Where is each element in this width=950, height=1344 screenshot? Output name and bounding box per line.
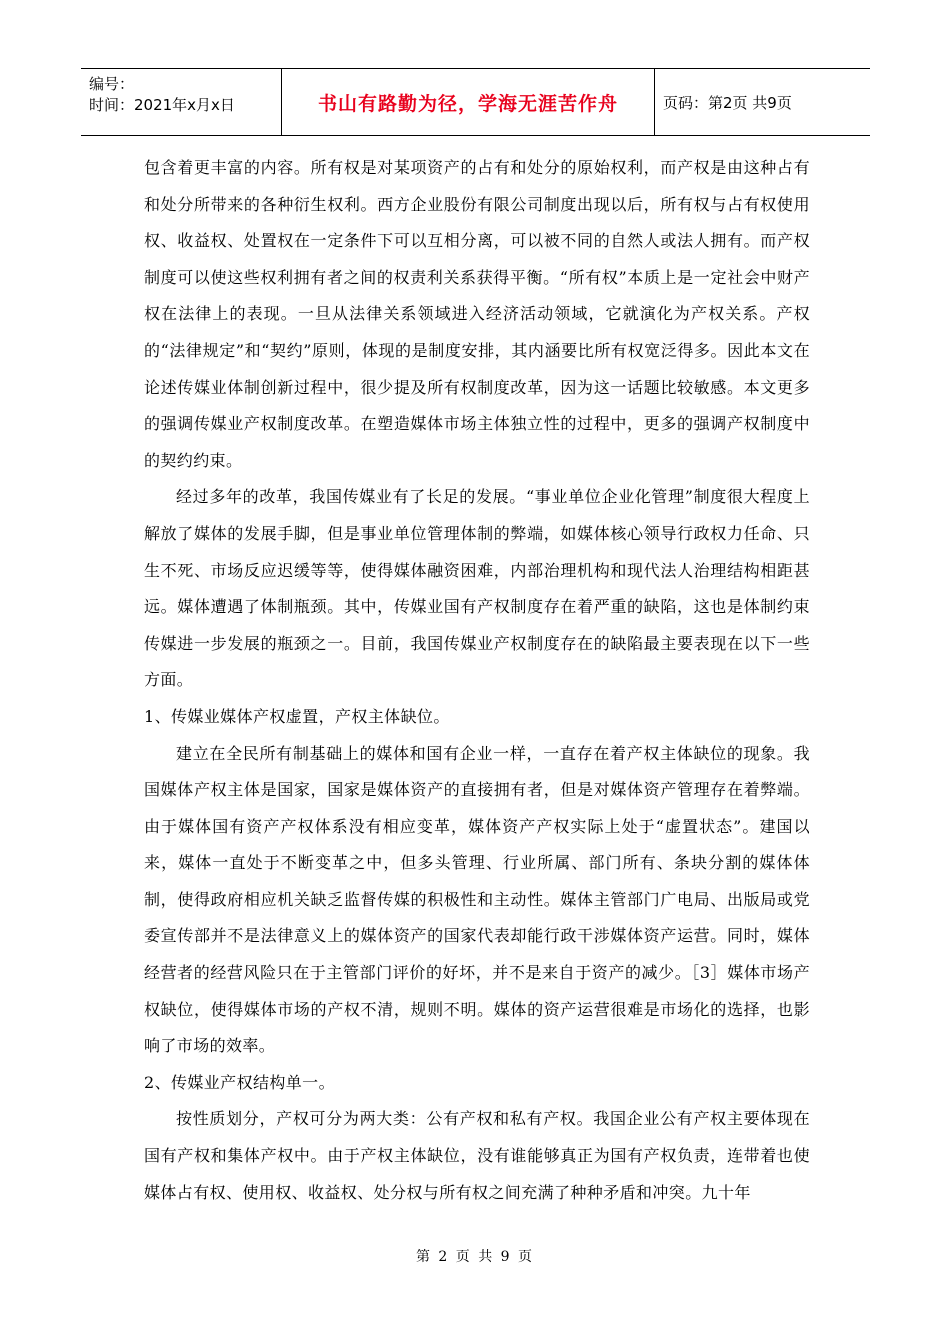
header-page-label: 页码：第2页 共9页 — [663, 93, 792, 112]
header-motto-cell — [282, 69, 655, 135]
paragraph: 经过多年的改革，我国传媒业有了长足的发展。“事业单位企业化管理”制度很大程度上解放了媒体的发展手脚，但是事业单位管理体制的弊端，如媒体核心领导行政权力任命、只生不死、市场反应迟缓等等，使得媒体融资困难，内部治理机构和现代法人治理结构相距甚远。媒体遭遇了体制瓶颈。其中，传媒业国有产权制度存在着严重的缺陷，这也是体制约束传媒进一步发展的瓶颈之一。目前，我国传媒业产权制度存在的缺陷最主要表现在以下一些方面。 — [144, 487, 810, 690]
header-motto: 书山有路勤为径，学海无涯苦作舟 — [317, 92, 618, 115]
header-meta — [81, 69, 282, 135]
paragraph: 按性质划分，产权可分为两大类：公有产权和私有产权。我国企业公有产权主要体现在国有产权和集体产权中。由于产权主体缺位，没有谁能够真正为国有产权负责，连带着也使媒体占有权、使用权、收益权、处分权与所有权之间充满了种种矛盾和冲突。九十年 — [144, 1109, 810, 1202]
page-header — [81, 68, 870, 136]
document-number-label: 编号： — [89, 75, 135, 93]
header-page-cell — [655, 69, 870, 135]
section-heading: 2、传媒业产权结构单一。 — [144, 1072, 335, 1092]
document-body — [144, 150, 810, 1211]
paragraph-continuation: 包含着更丰富的内容。所有权是对某项资产的占有和处分的原始权利，而产权是由这种占有和处分所带来的各种衍生权利。西方企业股份有限公司制度出现以后，所有权与占有权使用权、收益权、处置权在一定条件下可以互相分离，可以被不同的自然人或法人拥有。而产权制度可以使这些权利拥有者之间的权责利关系获得平衡。“所有权”本质上是一定社会中财产权在法律上的表现。一旦从法律关系领域进入经济活动领域，它就演化为产权关系。产权的“法律规定”和“契约”原则，体现的是制度安排，其内涵要比所有权宽泛得多。因此本文在论述传媒业体制创新过程中，很少提及所有权制度改革，因为这一话题比较敏感。本文更多的强调传媒业产权制度改革。在塑造媒体市场主体独立性的过程中，更多的强调产权制度中的契约约束。 — [144, 158, 810, 470]
paragraph: 建立在全民所有制基础上的媒体和国有企业一样，一直存在着产权主体缺位的现象。我国媒体产权主体是国家，国家是媒体资产的直接拥有者，但是对媒体资产管理存在着弊端。由于媒体国有资产产权体系没有相应变革，媒体资产产权实际上处于“虚置状态”。建国以来，媒体一直处于不断变革之中，但多头管理、行业所属、部门所有、条块分割的媒体体制，使得政府相应机关缺乏监督传媒的积极性和主动性。媒体主管部门广电局、出版局或党委宣传部并不是法律意义上的媒体资产的国家代表却能行政干涉媒体资产运营。同时，媒体经营者的经营风险只在于主管部门评价的好坏，并不是来自于资产的减少。［3］媒体市场产权缺位，使得媒体市场的产权不清，规则不明。媒体的资产运营很难是市场化的选择，也影响了市场的效率。 — [144, 743, 810, 1056]
section-heading: 1、传媒业媒体产权虚置，产权主体缺位。 — [144, 706, 450, 726]
document-date-label: 时间：2021年x月x日 — [89, 96, 235, 114]
page-footer: 第 2 页 共 9 页 — [415, 1249, 535, 1265]
